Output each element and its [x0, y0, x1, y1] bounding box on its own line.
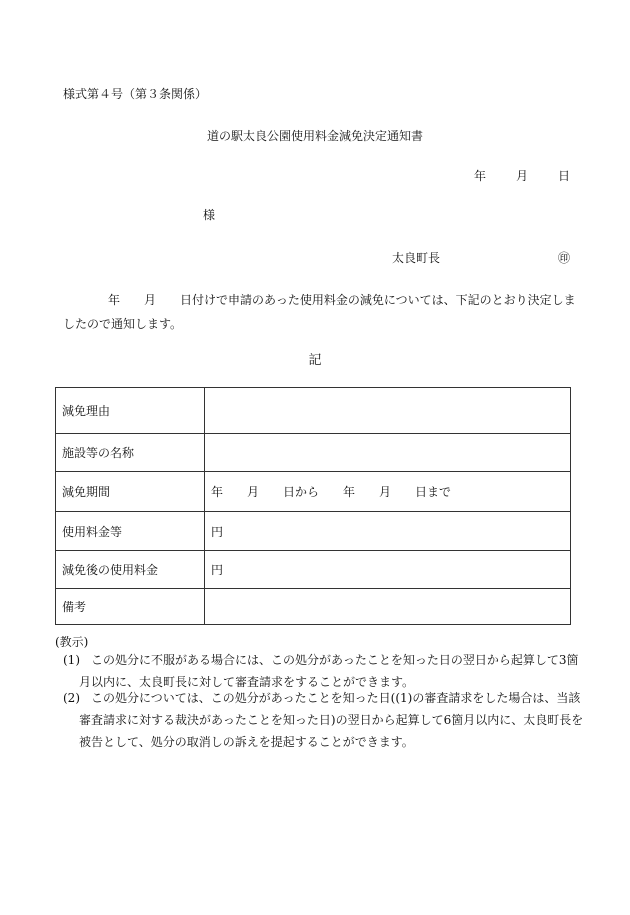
body-text — [63, 288, 576, 336]
row-value-facility — [205, 434, 571, 472]
issuer-name: 太良町長 — [392, 251, 441, 265]
table-row — [56, 512, 571, 551]
note-line: この処分については、この処分があったことを知った日((1)の審査請求をした場合は、当該 — [91, 691, 581, 705]
detail-table — [55, 387, 571, 625]
row-label-fee: 使用料金等 — [56, 512, 205, 551]
row-value-remarks — [205, 589, 571, 625]
row-label-reason: 減免理由 — [56, 388, 205, 434]
note-number: (1) — [63, 653, 80, 667]
table-row — [56, 589, 571, 625]
row-label-period: 減免期間 — [56, 472, 205, 512]
table-row — [56, 388, 571, 434]
body-line-2: したので通知します。 — [63, 317, 183, 331]
note-item — [63, 687, 584, 753]
row-label-fee-after: 減免後の使用料金 — [56, 551, 205, 589]
seal-mark: ㊞ — [557, 251, 570, 265]
body-line-1: 年 月 日付けで申請のあった使用料金の減免については、下記のとおり決定しま — [108, 293, 576, 307]
table-row — [56, 472, 571, 512]
note-line: この処分に不服がある場合には、この処分があったことを知った日の翌日から起算して3箇 — [91, 653, 579, 667]
note-number: (2) — [63, 691, 80, 705]
row-label-facility: 施設等の名称 — [56, 434, 205, 472]
row-value-fee: 円 — [205, 512, 571, 551]
note-line: 月以内に、太良町長に対して審査請求をすることができます。 — [79, 675, 415, 689]
note-line: 被告として、処分の取消しの訴えを提起することができます。 — [79, 735, 414, 749]
table-row — [56, 434, 571, 472]
row-label-remarks: 備考 — [56, 589, 205, 625]
date-day-label: 日 — [557, 169, 570, 183]
table-row — [56, 551, 571, 589]
date-month-label: 月 — [515, 169, 528, 183]
recipient-honorific: 様 — [203, 208, 216, 222]
ki-heading: 記 — [308, 353, 322, 368]
row-value-fee-after: 円 — [205, 551, 571, 589]
row-value-period: 年 月 日から 年 月 日まで — [205, 472, 571, 512]
document-title: 道の駅太良公園使用料金減免決定通知書 — [206, 129, 423, 143]
row-value-reason — [205, 388, 571, 434]
date-line — [474, 167, 570, 184]
note-line: 審査請求に対する裁決があったことを知った日)の翌日から起算して6箇月以内に、太良町長を — [79, 713, 584, 727]
form-number: 様式第４号（第３条関係） — [63, 87, 208, 101]
date-year-label: 年 — [473, 169, 486, 183]
notes-heading: (教示) — [55, 635, 89, 649]
